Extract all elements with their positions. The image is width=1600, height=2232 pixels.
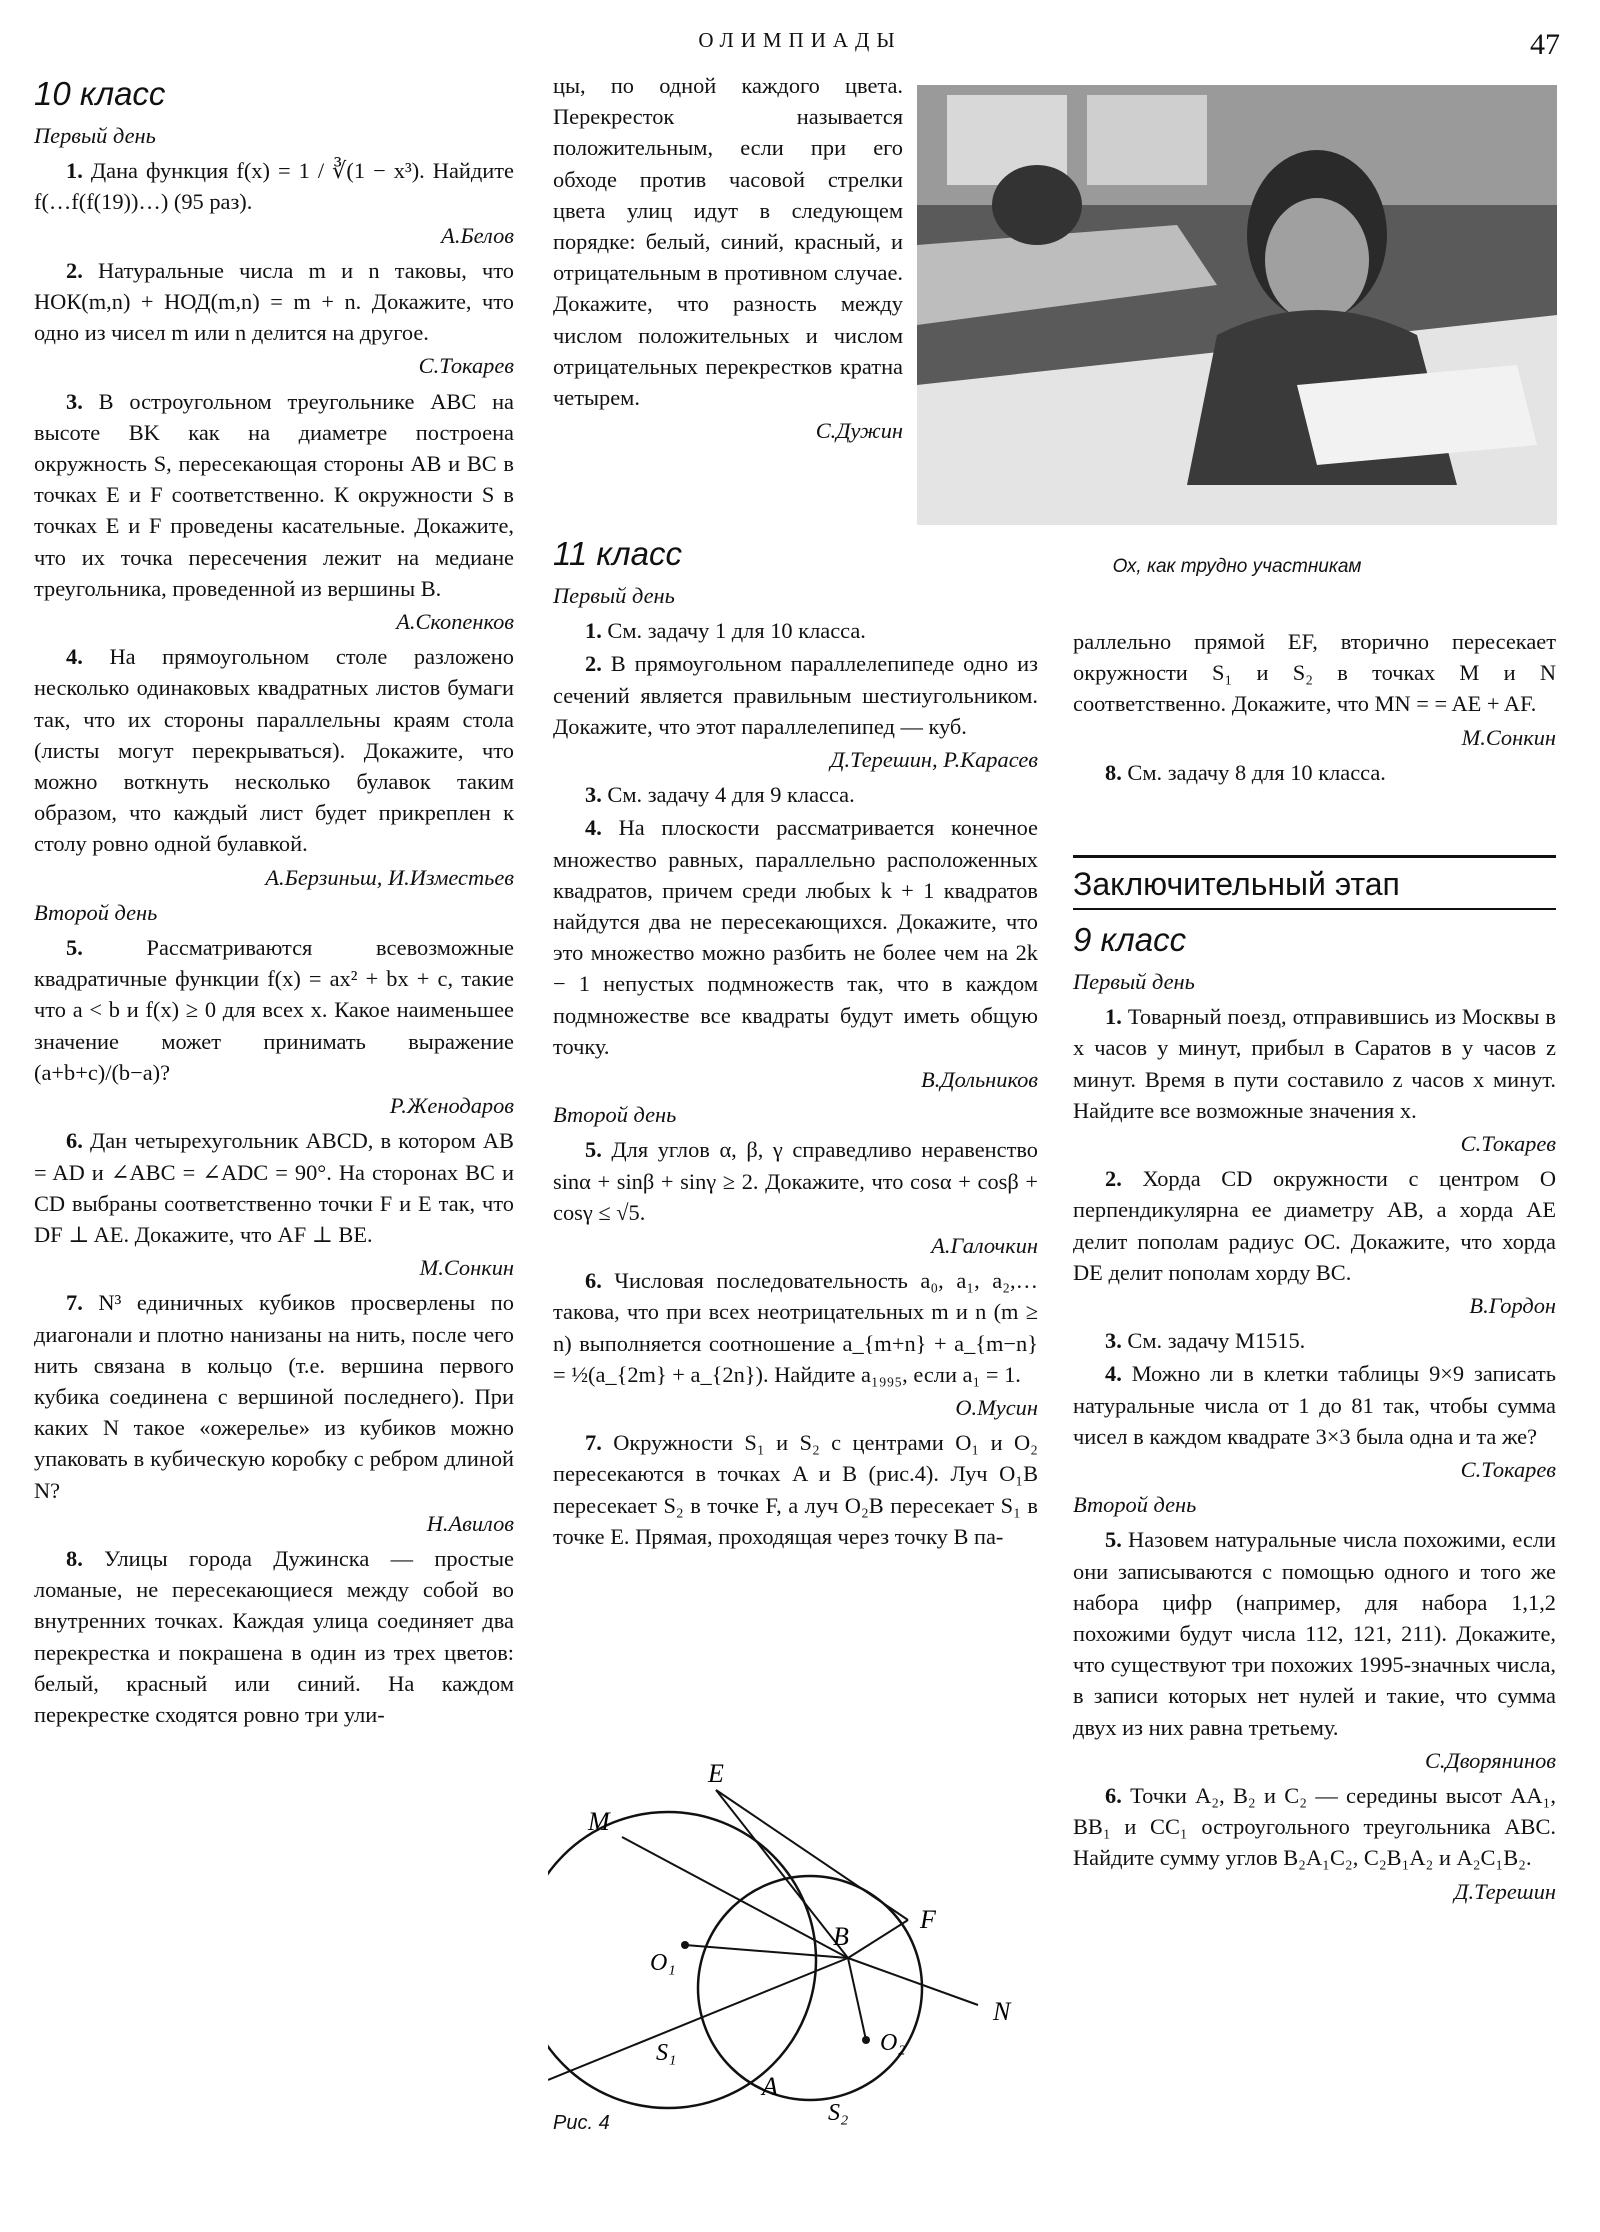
- author: Д.Терешин, Р.Карасев: [830, 747, 1038, 773]
- problem-10-2: 2. Натуральные числа m и n таковы, что НОК(m,n) + НОД(m,n) = m + n. Докажите, что одно из чисел m или n делится на другое.: [34, 257, 514, 346]
- label-s2: S₂: [828, 2100, 849, 2126]
- problem-9-5: 5. Назовем натуральные числа похожими, если они записываются с помощью одного и того же набора цифр (например, для набора 1,1,2 похожими будут числа 112, 121, 211). Докажите, что существуют три похожих 1995-значных числа, в записи которых нет нулей и такие, что сумма двух из них равна третьему.: [1073, 1527, 1556, 1740]
- column-2-top: [553, 70, 903, 450]
- author: С.Токарев: [418, 353, 514, 379]
- problem-11-2: 2. В прямоугольном параллелепипеде одно из сечений является правильным шестиугольником. Докажите, что этот параллелепипед — куб.: [553, 651, 1038, 739]
- problem-9-3: 3. См. задачу М1515.: [1105, 1328, 1306, 1354]
- grade-heading-11: 11 класс: [553, 535, 682, 572]
- author: М.Сонкин: [1461, 724, 1556, 750]
- label-e: E: [708, 1760, 724, 1788]
- problem-10-8-continued: цы, по одной каждого цвета. Перекресток называется положительным, если при его обходе против часовой стрелки цвета улиц идут в следующем порядке: белый, синий, красный, и отрицательным в противном случае. Докажите, что разность между числом положительных и числом отрицательных перекрестков кратна четырем.: [553, 73, 903, 411]
- problem-10-4: 4. На прямоугольном столе разложено несколько одинаковых квадратных листов бумаги так, что их стороны параллельны краям стола (листы могут перекрываться). Докажите, что можно воткнуть несколько булавок таким образом, что каждый лист будет прикреплен к столу ровно одной булавкой.: [34, 644, 514, 857]
- author: А.Белов: [441, 222, 514, 248]
- line-o1b: [685, 1945, 848, 1958]
- day-heading: Первый день: [1073, 969, 1195, 994]
- line-mn: [622, 1837, 848, 1958]
- label-o1: O₁: [650, 1950, 676, 1976]
- figure-4-circles: [548, 1760, 1048, 2150]
- problem-10-7: 7. N³ единичных кубиков просверлены по диагонали и плотно нанизаны на нить, после чего нить связана в кольцо (т.е. вершина первого кубика соединена с вершиной последнего). При каких N такое «ожерелье» из кубиков можно упаковать в кубическую коробку с ребром длиной N?: [34, 1290, 514, 1503]
- photo-caption: Ох, как трудно участникам: [1112, 556, 1362, 577]
- day-heading: Второй день: [34, 899, 158, 925]
- problem-9-4: 4. Можно ли в клетки таблицы 9×9 записать натуральные числа от 1 до 81 так, чтобы сумма чисел в каждом квадрате 3×3 была одна и та же?: [1073, 1361, 1556, 1449]
- problem-9-6: 6. Точки A₂, B₂ и C₂ — середины высот AA₁, BB₁ и CC₁ остроугольного треугольника ABC. Найдите сумму углов B₂A₁C₂, C₂B₁A₂ и A₂C₁B₂.: [1073, 1783, 1556, 1871]
- column-3: [1073, 855, 1556, 1911]
- author: С.Токарев: [1460, 1457, 1556, 1483]
- point-o2: [862, 2036, 870, 2044]
- problem-10-3: 3. В остроугольном треугольнике ABC на высоте BK как на диаметре построена окружность S, пересекающая стороны AB и BC в точках E и F соответственно. К окружности S в точках E и F проведены касательные. Докажите, что их точка пересечения лежит на медиане треугольника, проведенной из вершины B.: [34, 388, 514, 601]
- label-f: F: [920, 1905, 936, 1934]
- classroom-photo: [917, 85, 1557, 525]
- author: Д.Терешин: [1454, 1878, 1556, 1904]
- author: С.Дворянинов: [1424, 1747, 1556, 1773]
- author: А.Берзиньш, И.Изместьев: [265, 864, 514, 890]
- column-1: [34, 70, 514, 1732]
- page-number: 47: [1530, 28, 1560, 61]
- label-b: B: [833, 1922, 849, 1951]
- running-title: ОЛИМПИАДЫ: [698, 28, 902, 52]
- day-heading: Второй день: [553, 1102, 677, 1128]
- author: С.Дужин: [815, 418, 903, 444]
- author: С.Токарев: [1460, 1131, 1556, 1157]
- label-n: N: [993, 1997, 1011, 2026]
- figure-caption: Рис. 4: [553, 2112, 610, 2134]
- line-bn: [848, 1958, 978, 2005]
- day-heading: Первый день: [553, 583, 675, 608]
- problem-11-7-continued: раллельно прямой EF, вторично пересекает окружности S₁ и S₂ в точках M и N соответственно. Докажите, что MN = = AE + AF.: [1073, 629, 1556, 717]
- column-2: [553, 530, 1038, 1554]
- problem-10-5: 5. Рассматриваются всевозможные квадратичные функции f(x) = ax² + bx + c, такие что a < b и f(x) ≥ 0 для всех x. Какое наименьшее значение может принимать выражение (a+b+c)/(b−a)?: [34, 935, 514, 1085]
- author: М.Сонкин: [419, 1255, 514, 1281]
- line-ef: [716, 1790, 908, 1920]
- author: А.Галочкин: [931, 1233, 1038, 1259]
- problem-11-3: 3. См. задачу 4 для 9 класса.: [585, 782, 855, 808]
- label-m: M: [588, 1807, 610, 1836]
- problem-11-1: 1. См. задачу 1 для 10 класса.: [585, 618, 866, 644]
- day-heading: Первый день: [34, 123, 156, 148]
- label-a: A: [762, 2072, 778, 2101]
- problem-10-1: 1. Дана функция f(x) = 1 / ∛(1 − x³). Найдите f(…f(f(19))…) (95 раз).: [34, 158, 514, 215]
- photo-illustration: [917, 85, 1557, 525]
- problem-11-8: 8. См. задачу 8 для 10 класса.: [1105, 759, 1386, 785]
- author: Р.Женодаров: [389, 1093, 514, 1119]
- problem-10-6: 6. Дан четырехугольник ABCD, в котором AB = AD и ∠ABC = ∠ADC = 90°. На сторонах BC и CD выбраны соответственно точки F и E так, что DF ⊥ AE. Докажите, что AF ⊥ BE.: [34, 1128, 514, 1247]
- problem-10-8: 8. Улицы города Дужинска — простые ломаные, не пересекающиеся между собой во внутренних точках. Каждая улица соединяет два перекрестка и покрашена в один из трех цветов: белый, красный или синий. На каждом перекрестке сходятся ровно три ули-: [34, 1545, 514, 1727]
- column-3-top: [1073, 626, 1556, 790]
- problem-11-7: 7. Окружности S₁ и S₂ с центрами O₁ и O₂ пересекаются в точках A и B (рис.4). Луч O₁B пересекает S₂ в точке F, а луч O₂B пересекает S₁ в точке E. Прямая, проходящая через точку B па-: [553, 1430, 1038, 1549]
- line-eb: [716, 1790, 848, 1958]
- label-o2: O₂: [880, 2030, 906, 2056]
- stage-heading: Заключительный этап: [1073, 855, 1556, 910]
- point-o1: [681, 1941, 689, 1949]
- problem-11-6: 6. Числовая последовательность a₀, a₁, a₂,… такова, что при всех неотрицательных m и n (m ≥ n) выполняется соотношение a_{m+n} + a_{m−n} = ½(a_{2m} + a_{2n}). Найдите a₁₉₉₅, если a₁ = 1.: [553, 1268, 1038, 1387]
- line-bf: [848, 1920, 908, 1958]
- label-s1: S₁: [656, 2040, 677, 2066]
- day-heading: Второй день: [1073, 1492, 1197, 1518]
- author: О.Мусин: [955, 1395, 1038, 1421]
- author: В.Гордон: [1469, 1293, 1556, 1319]
- problem-9-1: 1. Товарный поезд, отправившись из Москвы в x часов y минут, прибыл в Саратов в y часов z минут. Время в пути составило z часов x минут. Найдите все возможные значения x.: [1073, 1004, 1556, 1123]
- author: В.Дольников: [921, 1067, 1038, 1093]
- problem-11-4: 4. На плоскости рассматривается конечное множество равных, параллельно расположенных квадратов, причем среди любых k + 1 квадратов найдутся два не пересекающихся. Докажите, что это множество можно разбить не более чем на 2k − 1 непустых подмножеств так, что в каждом подмножестве все квадраты будут иметь общую точку.: [553, 815, 1038, 1059]
- author: А.Скопенков: [396, 609, 514, 635]
- grade-heading-10: 10 класс: [34, 75, 166, 112]
- problem-9-2: 2. Хорда CD окружности с центром O перпендикулярна ее диаметру AB, а хорда AE делит пополам радиус OC. Докажите, что хорда DE делит пополам хорду BC.: [1073, 1166, 1556, 1285]
- grade-heading-9: 9 класс: [1073, 921, 1187, 958]
- author: Н.Авилов: [426, 1510, 514, 1536]
- problem-11-5: 5. Для углов α, β, γ справедливо неравенство sinα + sinβ + sinγ ≥ 2. Докажите, что cosα + cosβ + cosγ ≤ √5.: [553, 1137, 1038, 1225]
- line-bo2: [848, 1958, 866, 2040]
